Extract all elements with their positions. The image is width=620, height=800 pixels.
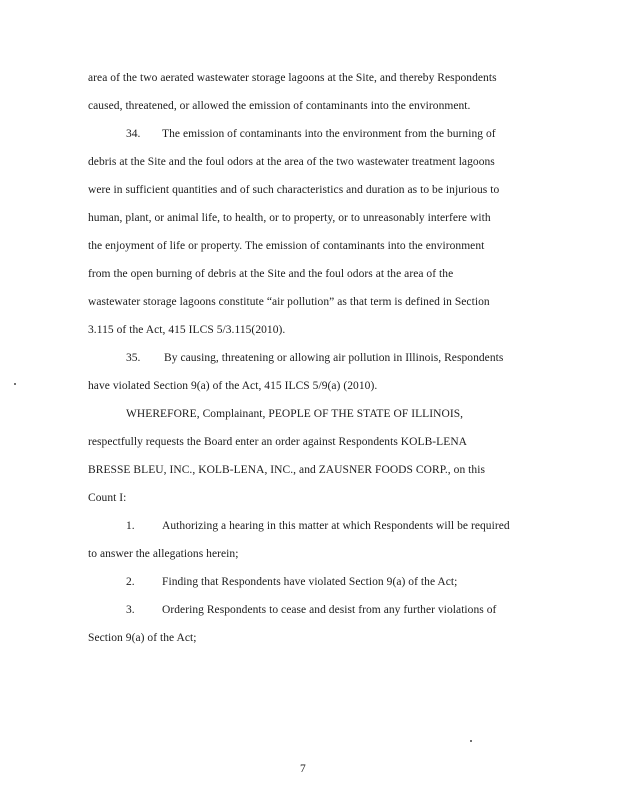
text-line: Section 9(a) of the Act; [88, 632, 197, 644]
scan-speck [14, 383, 16, 385]
text-line: WHEREFORE, Complainant, PEOPLE OF THE STATE OF ILLINOIS, [126, 408, 464, 420]
scan-speck [470, 740, 472, 742]
list-number: 2. [126, 576, 135, 588]
list-number: 1. [126, 520, 135, 532]
text-line: were in sufficient quantities and of such characteristics and duration as to be injurious to [88, 184, 500, 196]
text-line: Finding that Respondents have violated Section 9(a) of the Act; [162, 576, 458, 588]
text-line: BRESSE BLEU, INC., KOLB-LENA, INC., and ZAUSNER FOODS CORP., on this [88, 464, 485, 476]
text-line: The emission of contaminants into the environment from the burning of [162, 128, 496, 140]
text-line: 3.115 of the Act, 415 ILCS 5/3.115(2010). [88, 324, 286, 336]
text-line: from the open burning of debris at the Site and the foul odors at the area of the [88, 268, 454, 280]
text-line: respectfully requests the Board enter an order against Respondents KOLB-LENA [88, 436, 468, 448]
page-number: 7 [300, 763, 306, 775]
text-line: to answer the allegations herein; [88, 548, 239, 560]
text-line: Authorizing a hearing in this matter at which Respondents will be required [162, 520, 510, 532]
text-line: wastewater storage lagoons constitute “air pollution” as that term is defined in Section [88, 296, 490, 308]
paragraph-number: 34. [126, 128, 141, 140]
text-line: caused, threatened, or allowed the emission of contaminants into the environment. [88, 100, 471, 112]
text-line: have violated Section 9(a) of the Act, 415 ILCS 5/9(a) (2010). [88, 380, 378, 392]
text-line: area of the two aerated wastewater storage lagoons at the Site, and thereby Respondents [88, 72, 497, 84]
text-line: Ordering Respondents to cease and desist from any further violations of [162, 604, 497, 616]
text-line: By causing, threatening or allowing air pollution in Illinois, Respondents [164, 352, 504, 364]
paragraph-number: 35. [126, 352, 141, 364]
list-number: 3. [126, 604, 135, 616]
text-line: the enjoyment of life or property. The emission of contaminants into the environment [88, 240, 485, 252]
text-line: human, plant, or animal life, to health, or to property, or to unreasonably interfere with [88, 212, 491, 224]
text-line: debris at the Site and the foul odors at the area of the two wastewater treatment lagoons [88, 156, 495, 168]
text-line: Count I: [88, 492, 127, 504]
